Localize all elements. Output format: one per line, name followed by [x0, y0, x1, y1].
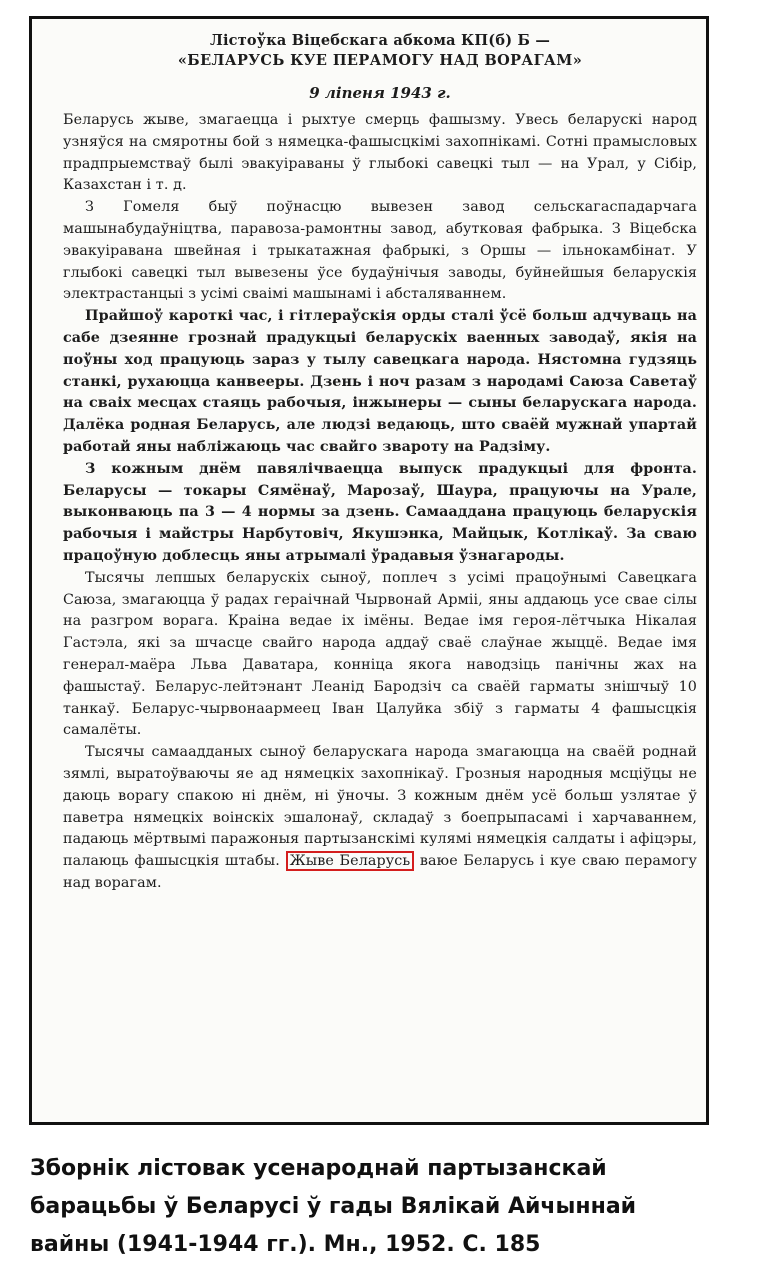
- paragraph-5: [63, 568, 697, 742]
- leaflet-text-column: [63, 31, 697, 895]
- caption-line-1: Зборнік лістовак усенароднай партызанскай: [30, 1156, 607, 1181]
- paragraph-1: Беларусь жыве, змагаецца і рыхтуе смерць фашызму. Увесь беларускі народ узняўся на смяротны бой з нямецка-фашысцкімі захопнікамі. Сотні прамысловых прадпрыемстваў былі эвакуіраваны ў глыбокі савецкі тыл — на Урал, у Сібір, Казахстан і т. д.: [63, 112, 697, 194]
- leaflet-heading: [63, 31, 697, 71]
- paragraph-5-text: Тысячы лепшых беларускіх сыноў, поплеч з усімі працоўнымі Савецкага Саюза, змагаюцца ў радах гераічнай Чырвонай Арміі, яны аддаюць усе свае сілы на разгром ворага. Краіна ведае іх імёны. Ведае імя героя-лётчыка Нікалая Гастэла, які за шчасце свайго народа аддаў сваё слаўнае жыццё. Ведае імя генерал-маёра Льва Даватара, конніца якога наводзіць панічны жах на фашыстаў. Беларус-лейтэнант Леанід Бародзіч са сваёй гарматы знішчыў 10 танкаў. Беларус-чырвонаармеец Іван Цалуйка збіў з гарматы 4 фашысцкія самалёты.: [63, 569, 697, 739]
- scanned-leaflet: [29, 16, 709, 1125]
- highlighted-phrase: Жыве Беларусь: [286, 851, 415, 871]
- final-tail: ваюе Беларусь і куе сваю перамогу над ворагам.: [63, 853, 697, 891]
- paragraph-2: З Гомеля быў поўнасцю вывезен завод сельскагаспадарчага машынабудаўніцтва, паравоза-рамонтны завод, абутковая фабрыка. З Віцебска эвакуіравана швейная і трыкатажная фабрыкі, з Оршы — ільнокамбінат. У глыбокі савецкі тыл вывезены ўсе будаўнічыя заводы, буйнейшыя беларускія электрастанцыі з усімі сваімі машынамі і абсталяваннем.: [63, 199, 697, 303]
- caption-line-2: барацьбы ў Беларусі ў гады Вялікай Айчыннай: [30, 1194, 637, 1219]
- heading-line-2: «БЕЛАРУСЬ КУЕ ПЕРАМОГУ НАД ВОРАГАМ»: [177, 52, 583, 69]
- paragraph-6-text: Тысячы самаадданых сыноў беларускага народа змагаюцца на сваёй роднай зямлі, выратоўваючы яе ад нямецкіх захопнікаў. Грозныя народныя мсціўцы не даюць ворагу спакою ні днём, ні ўночы. З кожным днём усё больш узлятае ў паветра нямецкіх воінскіх эшалонаў, складаў з боепрыпасамі і харчаваннем, падаюць мёртвымі паражоныя партызанскімі кулямі нямецкія салдаты і афіцэры, палаюць фашысцкія штабы.: [63, 744, 697, 870]
- paragraph-6: [63, 742, 697, 895]
- source-caption: [30, 1150, 750, 1264]
- heading-line-1: Лістоўка Віцебскага абкома КП(б) Б —: [209, 32, 551, 49]
- paragraph-3: Прайшоў кароткі час, і гітлераўскія орды сталі ўсё больш адчуваць на сабе дзеянне грознай прадукцыі беларускіх ваенных заводаў, якія на поўны ход працуюць зараз у тылу савецкага народа. Нястомна гудзяць станкі, рухаюцца канвееры. Дзень і ноч разам з народамі Саюза Саветаў на сваіх месцах стаяць рабочыя, інжынеры — сыны беларускага народа. Далёка родная Беларусь, але людзі ведаюць, што сваёй мужнай упартай работай яны набліжаюць час свайго звароту на Радзіму.: [63, 308, 697, 455]
- paragraph-4: З кожным днём павялічваецца выпуск прадукцыі для фронта. Беларусы — токары Сямёнаў, Марозаў, Шаура, працуючы на Урале, выконваюць па 3 — 4 нормы за дзень. Самааддана працуюць беларускія рабочыя і майстры Нарбутовіч, Якушэнка, Майцык, Котлікаў. За сваю працоўную доблесць яны атрымалі ўрадавыя ўзнагароды.: [63, 460, 697, 564]
- leaflet-date: 9 ліпеня 1943 г.: [309, 84, 451, 102]
- caption-line-3: вайны (1941-1944 гг.). Мн., 1952. С. 185: [30, 1232, 541, 1257]
